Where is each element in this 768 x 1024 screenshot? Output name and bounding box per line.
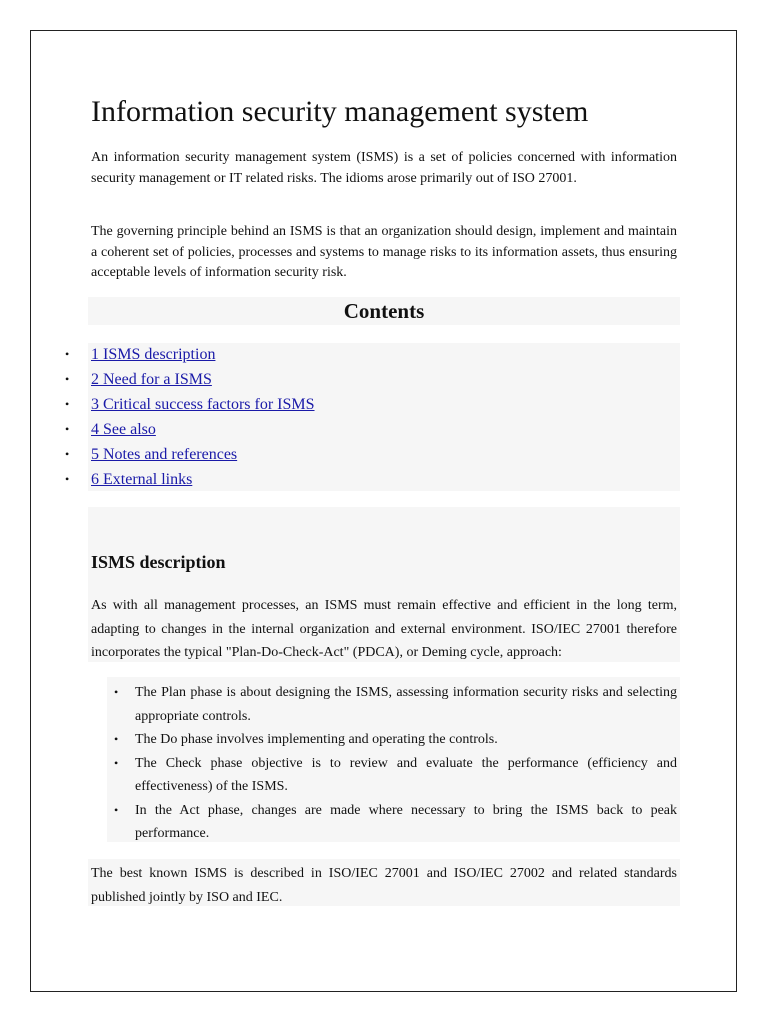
list-item bbox=[107, 752, 677, 799]
bullet-icon: • bbox=[114, 732, 119, 746]
toc-link-see-also[interactable]: 4 See also bbox=[91, 421, 156, 438]
toc-link-external-links[interactable]: 6 External links bbox=[91, 471, 193, 488]
bullet-icon: • bbox=[65, 472, 70, 486]
toc-item bbox=[0, 367, 680, 392]
list-item bbox=[107, 728, 677, 752]
table-of-contents bbox=[0, 342, 680, 492]
toc-item bbox=[0, 442, 680, 467]
bullet-icon: • bbox=[114, 802, 119, 817]
toc-item bbox=[0, 342, 680, 367]
bullet-icon: • bbox=[65, 397, 70, 411]
toc-item bbox=[0, 417, 680, 442]
list-item bbox=[107, 799, 677, 846]
toc-link-need-for-isms[interactable]: 2 Need for a ISMS bbox=[91, 371, 212, 388]
closing-paragraph: The best known ISMS is described in ISO/IEC 27001 and ISO/IEC 27002 and related standards published jointly by ISO and IEC. bbox=[91, 866, 677, 905]
toc-link-isms-description[interactable]: 1 ISMS description bbox=[91, 346, 216, 363]
phase-text-plan: The Plan phase is about designing the ISMS, assessing information security risks and selecting appropriate controls. bbox=[135, 685, 677, 724]
pdca-phase-list bbox=[107, 681, 677, 846]
contents-title: Contents bbox=[343, 299, 425, 323]
section-heading: ISMS description bbox=[91, 552, 226, 572]
intro-paragraph: The governing principle behind an ISMS is that an organization should design, implement and maintain a coherent set of policies, processes and systems to manage risks to its information assets, thus ensuring acceptable levels of information security risk. bbox=[91, 224, 677, 280]
toc-link-notes-and-references[interactable]: 5 Notes and references bbox=[91, 446, 238, 463]
bullet-icon: • bbox=[114, 685, 119, 699]
bullet-icon: • bbox=[65, 447, 70, 461]
list-item bbox=[107, 681, 677, 728]
phase-text-check: The Check phase objective is to review and evaluate the performance (efficiency and effectiveness) of the ISMS. bbox=[135, 755, 677, 794]
toc-item bbox=[0, 467, 680, 492]
intro-paragraph: An information security management system (ISMS) is a set of policies concerned with information security management or IT related risks. The idioms arose primarily out of ISO 27001. bbox=[91, 150, 677, 186]
phase-text-act: In the Act phase, changes are made where necessary to bring the ISMS back to peak performance. bbox=[135, 802, 677, 841]
toc-item bbox=[0, 392, 680, 417]
bullet-icon: • bbox=[114, 755, 119, 770]
bullet-icon: • bbox=[65, 347, 70, 361]
toc-link-critical-success-factors[interactable]: 3 Critical success factors for ISMS bbox=[91, 396, 315, 413]
section-paragraph: As with all management processes, an ISMS must remain effective and efficient in the long term, adapting to changes in the internal organization and external environment. ISO/IEC 27001 therefore incorporates the typical "Plan-Do-Check-Act" (PDCA), or Deming cycle, approach: bbox=[91, 598, 677, 660]
page-title: Information security management system bbox=[91, 95, 589, 128]
bullet-icon: • bbox=[65, 372, 70, 386]
bullet-icon: • bbox=[65, 422, 70, 436]
contents-header bbox=[88, 297, 680, 325]
phase-text-do: The Do phase involves implementing and operating the controls. bbox=[135, 732, 498, 747]
